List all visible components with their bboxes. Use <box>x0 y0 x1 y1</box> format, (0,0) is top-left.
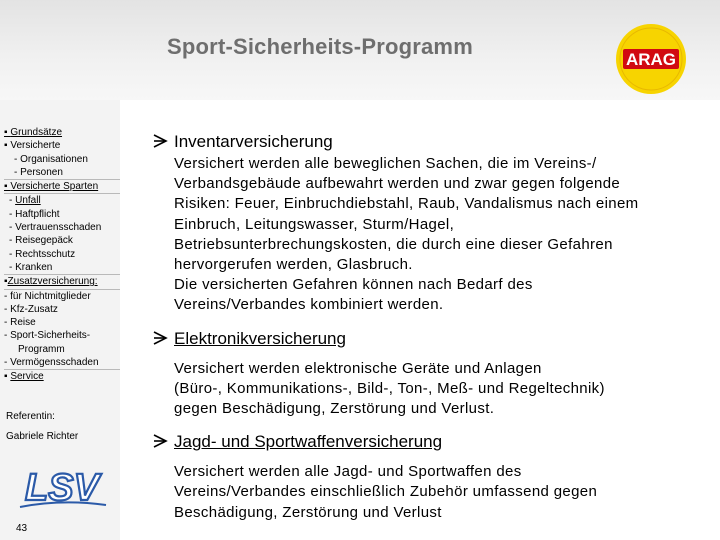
body-line: Betriebsunterbrechungskosten, die durch eine dieser Gefahren <box>174 235 613 253</box>
sidebar-item-label: Service <box>10 371 44 383</box>
sidebar-item-label: Kranken <box>15 261 53 273</box>
sidebar-item-kranken <box>4 261 120 275</box>
sidebar-item-bullet: ▪ <box>4 276 8 288</box>
body-line: gegen Beschädigung, Zerstörung und Verlust. <box>174 400 495 418</box>
body-line: Versichert werden alle Jagd- und Sportwaffen des <box>174 463 522 481</box>
sidebar-item-label: für Nichtmitglieder <box>10 290 91 302</box>
page-title: Sport-Sicherheits-Programm <box>167 34 473 59</box>
section-body-elektronik <box>152 359 712 420</box>
sidebar-item-label: Zusatzversicherung: <box>7 276 98 288</box>
body-line: Vereins/Verbandes einschließlich Zubehör umfassend gegen <box>174 483 598 501</box>
sidebar-item-bullet: - <box>4 357 11 369</box>
body-line: hervorgerufen werden, Glasbruch. <box>174 256 413 274</box>
sidebar-item-bullet: - <box>9 248 16 260</box>
sidebar-item-versicherte-sparten[interactable] <box>4 180 120 194</box>
sidebar-item-unfall[interactable] <box>4 194 120 207</box>
sidebar-item-grundsaetze[interactable] <box>4 126 120 139</box>
sidebar-item-bullet: ▪ <box>4 181 11 193</box>
main-content <box>152 131 712 523</box>
body-line: Vereins/Verbandes kombiniert werden. <box>174 296 444 314</box>
sidebar-item-label: Vermögensschaden <box>10 357 99 369</box>
sidebar-item-bullet: - <box>9 261 16 273</box>
sidebar-item-label: Haftpflicht <box>15 208 60 220</box>
lsv-logo <box>12 462 112 510</box>
section-heading-text: Elektronikversicherung <box>174 328 346 348</box>
arrow-bullet-icon <box>152 133 168 149</box>
sidebar-item-bullet: - <box>4 330 11 342</box>
arrow-bullet-icon <box>152 433 168 449</box>
arag-logo <box>614 22 688 96</box>
sidebar-item-label: Versicherte Sparten <box>10 181 99 193</box>
arag-logo-text: ARAG <box>625 50 677 69</box>
sidebar-item-bullet: - <box>4 303 11 315</box>
sidebar-item-bullet: - <box>9 208 16 220</box>
body-line: Risiken: Feuer, Einbruchdiebstahl, Raub, Vandalismus nach einem <box>174 195 639 213</box>
lsv-logo-text: LSV <box>25 467 99 509</box>
sidebar-item-bullet: - <box>4 290 11 302</box>
sidebar-item-service[interactable] <box>4 370 120 383</box>
sidebar-item-label: Versicherte <box>10 140 61 152</box>
sidebar-item-label: Rechtsschutz <box>15 248 76 260</box>
sidebar-item-label: Grundsätze <box>10 127 63 138</box>
sidebar-item-label: Kfz-Zusatz <box>10 303 58 315</box>
sidebar-item-reisegepaeck <box>4 234 120 247</box>
sidebar-item-zusatzversicherung[interactable] <box>4 275 120 289</box>
sidebar-item-programm <box>4 343 120 356</box>
sidebar-item-label: Reise <box>10 317 36 329</box>
arrow-bullet-icon <box>152 330 168 346</box>
section-heading-inventar <box>152 131 712 153</box>
sidebar-item-vertrauensschaden <box>4 221 120 234</box>
sidebar-item-label: Unfall <box>15 195 41 207</box>
section-heading-text: Jagd- und Sportwaffenversicherung <box>174 432 443 452</box>
sidebar-item-bullet: ▪ <box>4 127 11 138</box>
sidebar-item-haftpflicht <box>4 208 120 221</box>
body-line: (Büro-, Kommunikations-, Bild-, Ton-, Meß- und Regeltechnik) <box>174 379 605 397</box>
sidebar-item-organisationen <box>4 153 120 166</box>
section-body-jagd <box>152 462 712 523</box>
sidebar-item-bullet: ▪ <box>4 371 11 383</box>
referent-label: Referentin: <box>6 411 55 422</box>
sidebar-item-personen <box>4 166 120 180</box>
sidebar-item-vermoegensschaden <box>4 356 120 370</box>
sidebar-nav <box>4 126 120 384</box>
sidebar-item-label: Programm <box>18 343 65 355</box>
body-line: Versichert werden elektronische Geräte und Anlagen <box>174 359 542 377</box>
section-heading-elektronik <box>152 328 712 350</box>
body-line: Versichert werden alle beweglichen Sachen, die im Vereins-/ <box>174 155 597 172</box>
page-number: 43 <box>16 523 28 534</box>
sidebar-item-bullet: - <box>9 222 16 234</box>
sidebar-item-rechtsschutz <box>4 248 120 261</box>
sidebar-item-versicherte <box>4 139 120 152</box>
sidebar-item-bullet: - <box>4 317 11 329</box>
sidebar-item-label: Reisegepäck <box>15 235 73 247</box>
body-line: Beschädigung, Zerstörung und Verlust <box>174 503 442 521</box>
sidebar-item-label: Personen <box>20 166 63 178</box>
sidebar-item-bullet: - <box>9 195 16 207</box>
sidebar-item-reise <box>4 316 120 329</box>
sidebar-item-bullet: - <box>14 153 21 165</box>
section-heading-text: Inventarversicherung <box>174 132 333 151</box>
section-heading-jagd <box>152 431 712 453</box>
body-line: Verbandsgebäude aufbewahrt werden und zwar gegen folgende <box>174 175 621 193</box>
sidebar-item-label: Sport-Sicherheits- <box>10 330 91 342</box>
sidebar-item-fuer-nichtmitglieder <box>4 290 120 303</box>
referent-name: Gabriele Richter <box>6 431 79 442</box>
sidebar-item-bullet: ▪ <box>4 140 11 152</box>
sidebar-item-label: Vertrauensschaden <box>15 222 102 234</box>
sidebar-item-sport-sicherheits <box>4 329 120 342</box>
sidebar-item-bullet: - <box>14 166 21 178</box>
sidebar-item-label: Organisationen <box>20 153 88 165</box>
body-line: Die versicherten Gefahren können nach Bedarf des <box>174 276 533 294</box>
section-body-inventar <box>152 154 712 316</box>
sidebar-item-kfz-zusatz <box>4 303 120 316</box>
sidebar-item-bullet: - <box>9 235 16 247</box>
body-line: Einbruch, Leitungswasser, Sturm/Hagel, <box>174 215 455 233</box>
